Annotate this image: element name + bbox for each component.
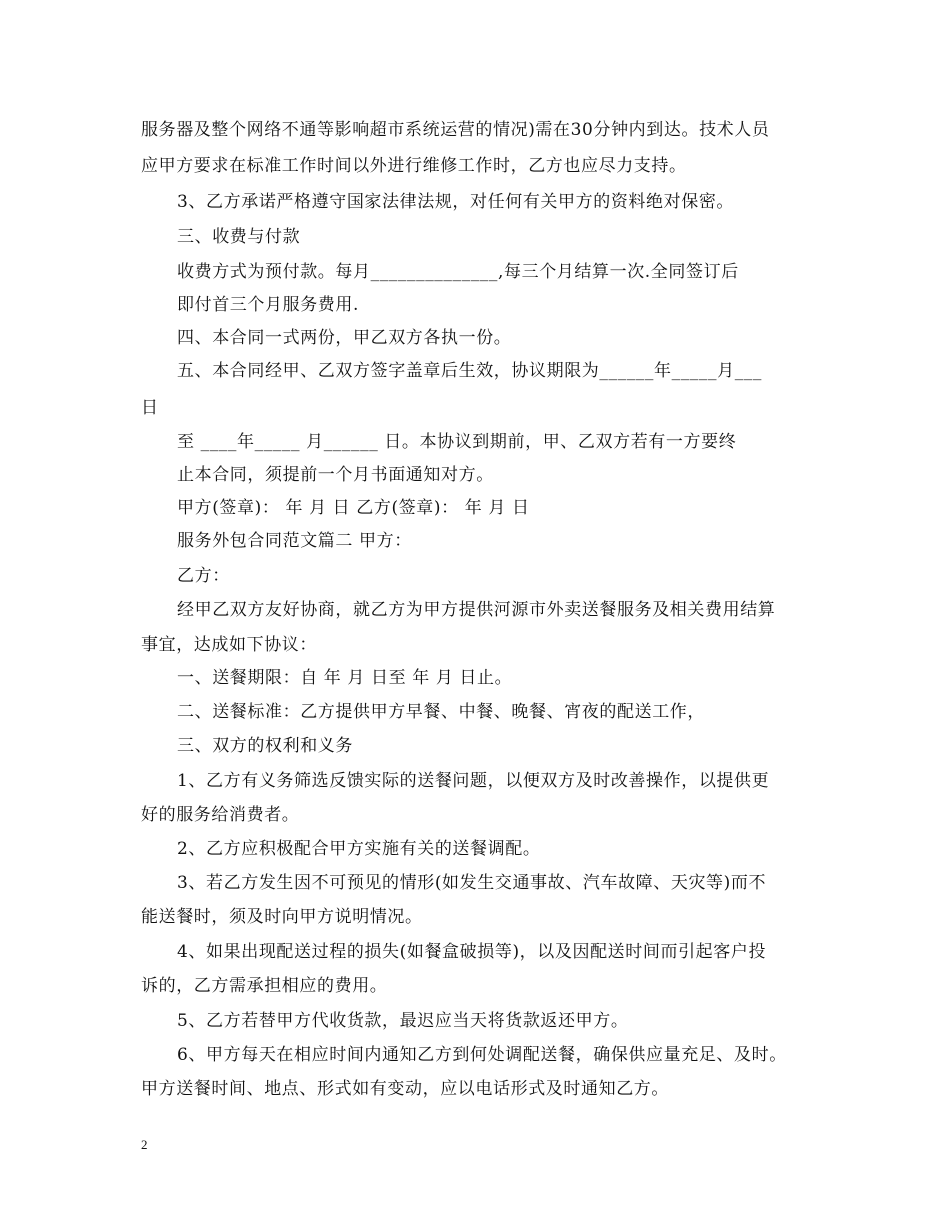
text-line: 3、乙方承诺严格遵守国家法律法规，对任何有关甲方的资料绝对保密。 (177, 192, 735, 212)
text-line: 日 (141, 398, 159, 418)
text-line: 收费方式为预付款。每月______________,每三个月结算一次.全同签订后 (177, 262, 739, 282)
page-number: 2 (141, 1137, 148, 1152)
text-line: 4、如果出现配送过程的损失(如餐盒破损等)，以及因配送时间而引起客户投 (177, 942, 767, 962)
text-line: 5、乙方若替甲方代收货款，最迟应当天将货款返还甲方。 (177, 1011, 629, 1031)
text-line: 四、本合同一式两份，甲乙双方各执一份。 (177, 328, 512, 348)
text-line: 一、送餐期限：自 年 月 日至 年 月 日止。 (177, 668, 513, 688)
text-line: 能送餐时，须及时向甲方说明情况。 (141, 907, 423, 927)
text-line: 服务器及整个网络不通等影响超市系统运营的情况)需在30分钟内到达。技术人员 (141, 120, 770, 140)
text-line: 1、乙方有义务筛选反馈实际的送餐问题，以便双方及时改善操作，以提供更 (177, 771, 770, 791)
text-line: 五、本合同经甲、乙双方签字盖章后生效，协议期限为______年_____月___ (177, 361, 762, 381)
text-line: 好的服务给消费者。 (141, 805, 300, 825)
text-line: 2、乙方应积极配合甲方实施有关的送餐调配。 (177, 839, 541, 859)
text-line: 应甲方要求在标准工作时间以外进行维修工作时，乙方也应尽力支持。 (141, 156, 687, 176)
text-line: 乙方： (177, 566, 230, 586)
text-line: 甲方送餐时间、地点、形式如有变动，应以电话形式及时通知乙方。 (141, 1079, 669, 1099)
text-line: 即付首三个月服务费用. (177, 295, 360, 315)
text-line: 服务外包合同范文篇二 甲方： (177, 531, 412, 551)
text-line: 6、甲方每天在相应时间内通知乙方到何处调配送餐，确保供应量充足、及时。 (177, 1045, 787, 1065)
text-line: 3、若乙方发生因不可预见的情形(如发生交通事故、汽车故障、天灾等)而不 (177, 873, 767, 893)
text-line: 至 ____年_____ 月______ 日。本协议到期前，甲、乙双方若有一方要终 (177, 432, 737, 452)
text-line: 经甲乙双方友好协商，就乙方为甲方提供河源市外卖送餐服务及相关费用结算 (177, 600, 776, 620)
text-line: 诉的，乙方需承担相应的费用。 (141, 976, 388, 996)
text-line: 止本合同，须提前一个月书面通知对方。 (177, 465, 494, 485)
text-line: 甲方(签章)： 年 月 日 乙方(签章)： 年 月 日 (177, 498, 530, 518)
text-line: 三、双方的权利和义务 (177, 736, 353, 756)
text-line: 事宜，达成如下协议： (141, 635, 317, 655)
text-line: 二、送餐标准：乙方提供甲方早餐、中餐、晚餐、宵夜的配送工作， (177, 702, 705, 722)
text-line: 三、收费与付款 (177, 227, 301, 247)
